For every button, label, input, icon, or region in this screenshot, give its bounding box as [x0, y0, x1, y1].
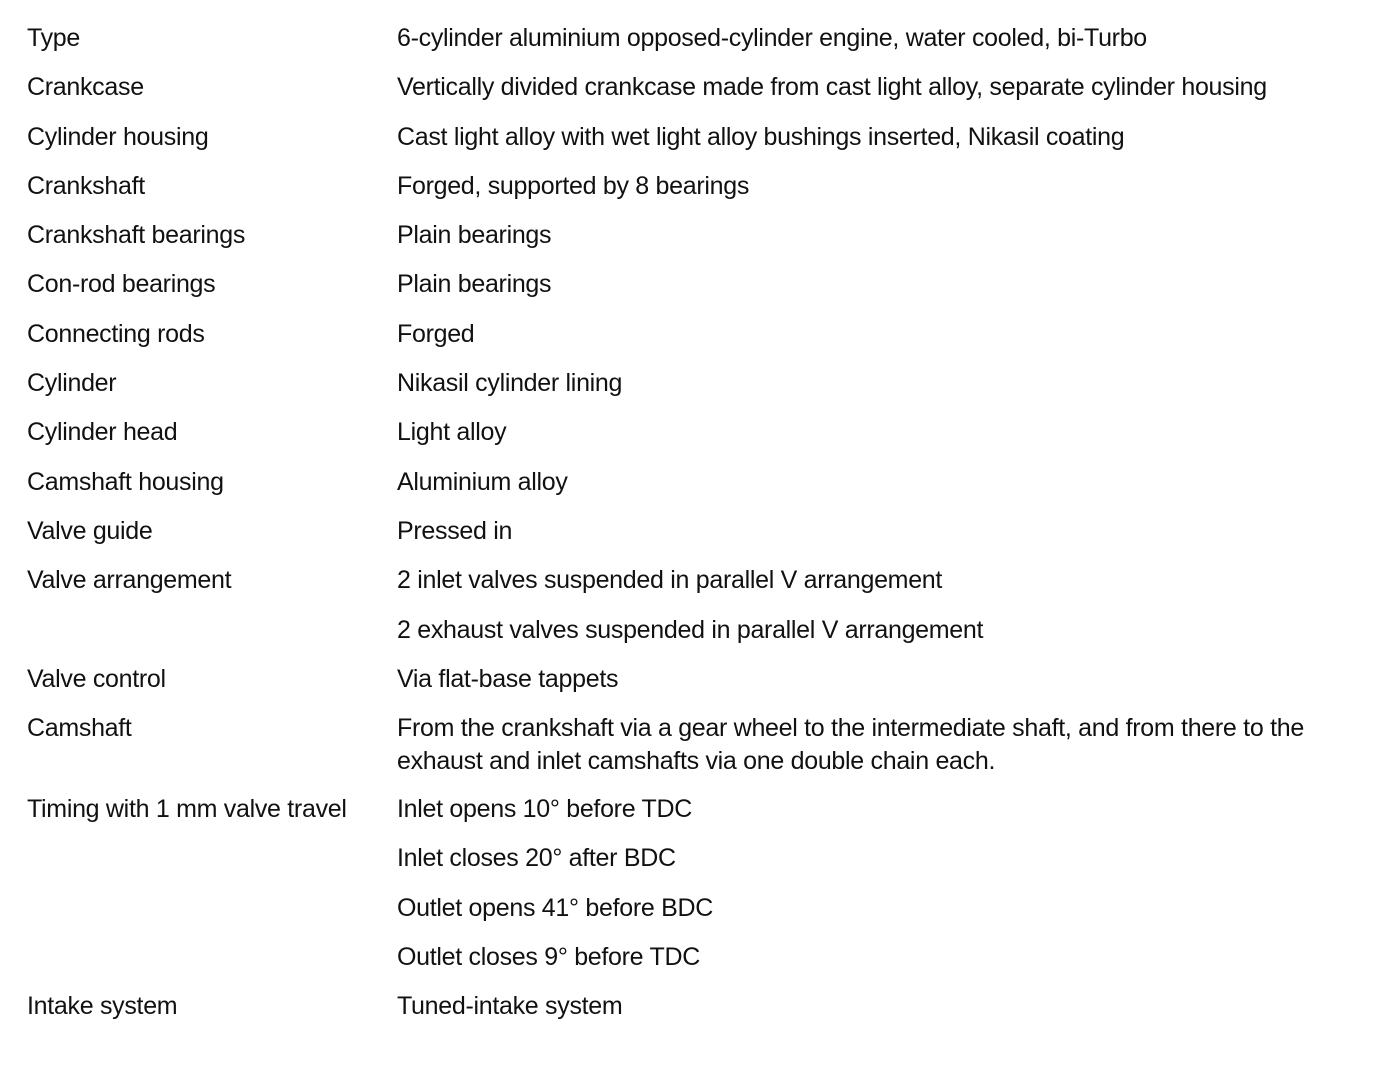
spec-row-timing	[27, 793, 1372, 842]
spec-value: Pressed in	[397, 516, 513, 545]
spec-value: Outlet closes 9° before TDC	[397, 943, 700, 972]
spec-row-valve-guide	[27, 515, 1372, 564]
spec-value: Via flat-base tappets	[397, 664, 619, 693]
spec-row-con-rod-bearings	[27, 268, 1372, 317]
spec-row-valve-control	[27, 663, 1372, 712]
spec-value: Inlet closes 20° after BDC	[397, 844, 676, 873]
spec-label: Cylinder housing	[27, 122, 209, 151]
spec-value: Nikasil cylinder lining	[397, 369, 623, 398]
spec-value: Cast light alloy with wet light alloy bushings inserted, Nikasil coating	[397, 122, 1125, 151]
spec-row-camshaft-housing	[27, 466, 1372, 515]
spec-value: 2 inlet valves suspended in parallel V arrangement	[397, 566, 943, 595]
spec-row-camshaft	[27, 712, 1372, 793]
spec-row-valve-arrangement	[27, 564, 1372, 613]
spec-label: Timing with 1 mm valve travel	[27, 795, 347, 824]
spec-label: Valve arrangement	[27, 566, 232, 595]
spec-row-timing-outlet-closes	[27, 941, 1372, 990]
spec-row-intake-system	[27, 990, 1372, 1039]
spec-label: Con-rod bearings	[27, 270, 216, 299]
spec-row-valve-arrangement-continued	[27, 614, 1372, 663]
spec-value: Aluminium alloy	[397, 467, 568, 496]
spec-row-cylinder-head	[27, 416, 1372, 465]
spec-label: Camshaft housing	[27, 467, 224, 496]
spec-value: Forged, supported by 8 bearings	[397, 171, 750, 200]
spec-label: Intake system	[27, 992, 178, 1021]
spec-value: Plain bearings	[397, 270, 552, 299]
spec-label: Camshaft	[27, 714, 132, 743]
spec-row-crankshaft-bearings	[27, 219, 1372, 268]
spec-label: Crankshaft bearings	[27, 221, 246, 250]
spec-value: Tuned-intake system	[397, 992, 623, 1021]
spec-row-crankcase	[27, 71, 1372, 120]
spec-value: Outlet opens 41° before BDC	[397, 893, 713, 922]
spec-label: Valve control	[27, 664, 166, 693]
spec-row-crankshaft	[27, 170, 1372, 219]
spec-row-type	[27, 22, 1372, 71]
spec-label: Cylinder	[27, 369, 117, 398]
spec-row-cylinder-housing	[27, 121, 1372, 170]
spec-row-timing-outlet-opens	[27, 892, 1372, 941]
engine-spec-table	[27, 22, 1372, 1040]
spec-value: Vertically divided crankcase made from cast light alloy, separate cylinder housing	[397, 73, 1267, 102]
spec-label: Crankcase	[27, 73, 144, 102]
spec-value: Forged	[397, 319, 475, 348]
spec-label: Connecting rods	[27, 319, 205, 348]
spec-label: Cylinder head	[27, 418, 178, 447]
spec-label: Valve guide	[27, 516, 153, 545]
spec-value: 6-cylinder aluminium opposed-cylinder engine, water cooled, bi-Turbo	[397, 24, 1147, 52]
spec-value: Inlet opens 10° before TDC	[397, 795, 692, 824]
spec-row-cylinder	[27, 367, 1372, 416]
spec-label: Type	[27, 24, 80, 52]
spec-value: From the crankshaft via a gear wheel to the intermediate shaft, and from there to the exhaust and inlet camshafts via one double chain each.	[397, 714, 1304, 776]
spec-row-connecting-rods	[27, 318, 1372, 367]
spec-label: Crankshaft	[27, 171, 145, 200]
spec-value: 2 exhaust valves suspended in parallel V arrangement	[397, 615, 984, 644]
spec-value: Plain bearings	[397, 221, 552, 250]
spec-value: Light alloy	[397, 418, 507, 447]
spec-row-timing-inlet-closes	[27, 842, 1372, 891]
